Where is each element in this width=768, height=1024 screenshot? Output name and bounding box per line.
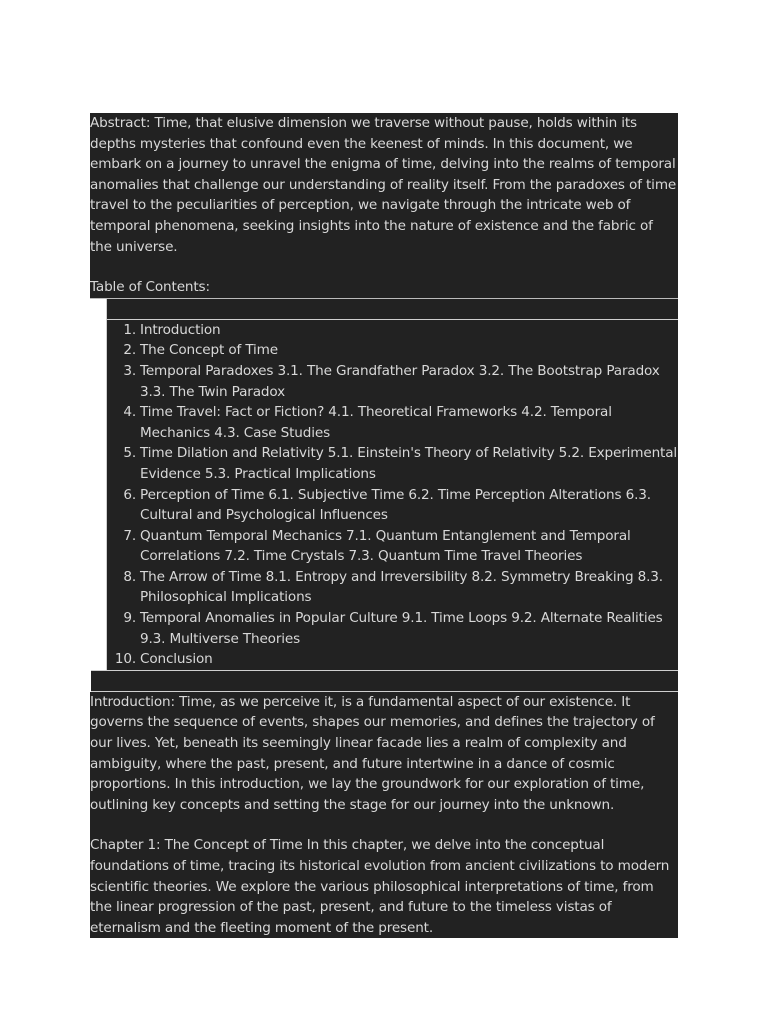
- abstract-paragraph: Abstract: Time, that elusive dimension we traverse without pause, holds within its depths mysteries that confound even the keenest of minds. In this document, we embark on a journey to unravel the enigma of time, delving into the realms of temporal anomalies that challenge our understanding of reality itself. From the paradoxes of time travel to the peculiarities of perception, we navigate through the intricate web of temporal phenomena, seeking insights into the nature of existence and the fabric of the universe.: [90, 113, 678, 257]
- toc-item-number: 5.: [123, 445, 136, 462]
- toc-item-number: 6.: [123, 486, 136, 503]
- toc-item-10: [107, 649, 678, 670]
- introduction-paragraph: Introduction: Time, as we perceive it, is a fundamental aspect of our existence. It governs the sequence of events, shapes our memories, and defines the trajectory of our lives. Yet, beneath its seemingly linear facade lies a realm of complexity and ambiguity, where the past, present, and future intertwine in a dance of cosmic proportions. In this introduction, we lay the groundwork for our exploration of time, outlining key concepts and setting the stage for our journey into the unknown.: [90, 692, 678, 816]
- toc-item-number: 9.: [123, 610, 136, 627]
- toc-item-text: Temporal Paradoxes 3.1. The Grandfather Paradox 3.2. The Bootstrap Paradox 3.3. The Twin Paradox: [140, 362, 660, 400]
- toc-item-number: 10.: [114, 651, 136, 668]
- toc-container: [106, 299, 678, 692]
- toc-item-9: [107, 608, 678, 649]
- toc-item-text: The Arrow of Time 8.1. Entropy and Irreversibility 8.2. Symmetry Breaking 8.3. Philosophical Implications: [140, 568, 663, 606]
- toc-item-text: Temporal Anomalies in Popular Culture 9.1. Time Loops 9.2. Alternate Realities 9.3. Multiverse Theories: [140, 610, 663, 647]
- toc-item-text: Time Travel: Fact or Fiction? 4.1. Theoretical Frameworks 4.2. Temporal Mechanics 4.3. Case Studies: [140, 404, 612, 441]
- toc-item-text: Perception of Time 6.1. Subjective Time 6.2. Time Perception Alterations 6.3. Cultural and Psychological Influences: [140, 486, 651, 524]
- toc-item-text: The Concept of Time: [140, 342, 278, 359]
- paragraph-gap: [90, 815, 678, 835]
- paragraph-gap: [90, 257, 678, 277]
- toc-bottom-spacer: [91, 670, 678, 692]
- toc-item-text: Conclusion: [140, 651, 213, 668]
- toc-item-text: Time Dilation and Relativity 5.1. Einstein's Theory of Relativity 5.2. Experimental Evidence 5.3. Practical Implications: [140, 445, 678, 482]
- toc-list: [107, 320, 678, 670]
- toc-item-2: [107, 340, 678, 361]
- toc-item-8: [107, 567, 678, 608]
- document-body: [90, 113, 678, 938]
- toc-item-5: [107, 443, 678, 484]
- chapter1-paragraph: Chapter 1: The Concept of Time In this chapter, we delve into the conceptual foundations of time, tracing its historical evolution from ancient civilizations to modern scientific theories. We explore the various philosophical interpretations of time, from the linear progression of the past, present, and future to the timeless vistas of eternalism and the fleeting moment of the present.: [90, 835, 678, 938]
- toc-item-text: Introduction: [140, 321, 221, 338]
- toc-top-spacer: [107, 299, 678, 320]
- toc-item-1: [107, 320, 678, 341]
- toc-item-7: [107, 526, 678, 567]
- toc-item-4: [107, 402, 678, 443]
- toc-item-6: [107, 485, 678, 526]
- toc-item-number: 8.: [123, 568, 136, 585]
- toc-item-3: [107, 361, 678, 402]
- toc-item-text: Quantum Temporal Mechanics 7.1. Quantum Entanglement and Temporal Correlations 7.2. Time Crystals 7.3. Quantum Time Travel Theories: [140, 527, 631, 565]
- toc-item-number: 1.: [123, 321, 136, 338]
- toc-item-number: 7.: [123, 527, 136, 544]
- toc-item-number: 2.: [123, 342, 136, 359]
- toc-item-number: 3.: [123, 362, 136, 379]
- toc-heading: Table of Contents:: [90, 277, 678, 299]
- toc-item-number: 4.: [123, 404, 136, 421]
